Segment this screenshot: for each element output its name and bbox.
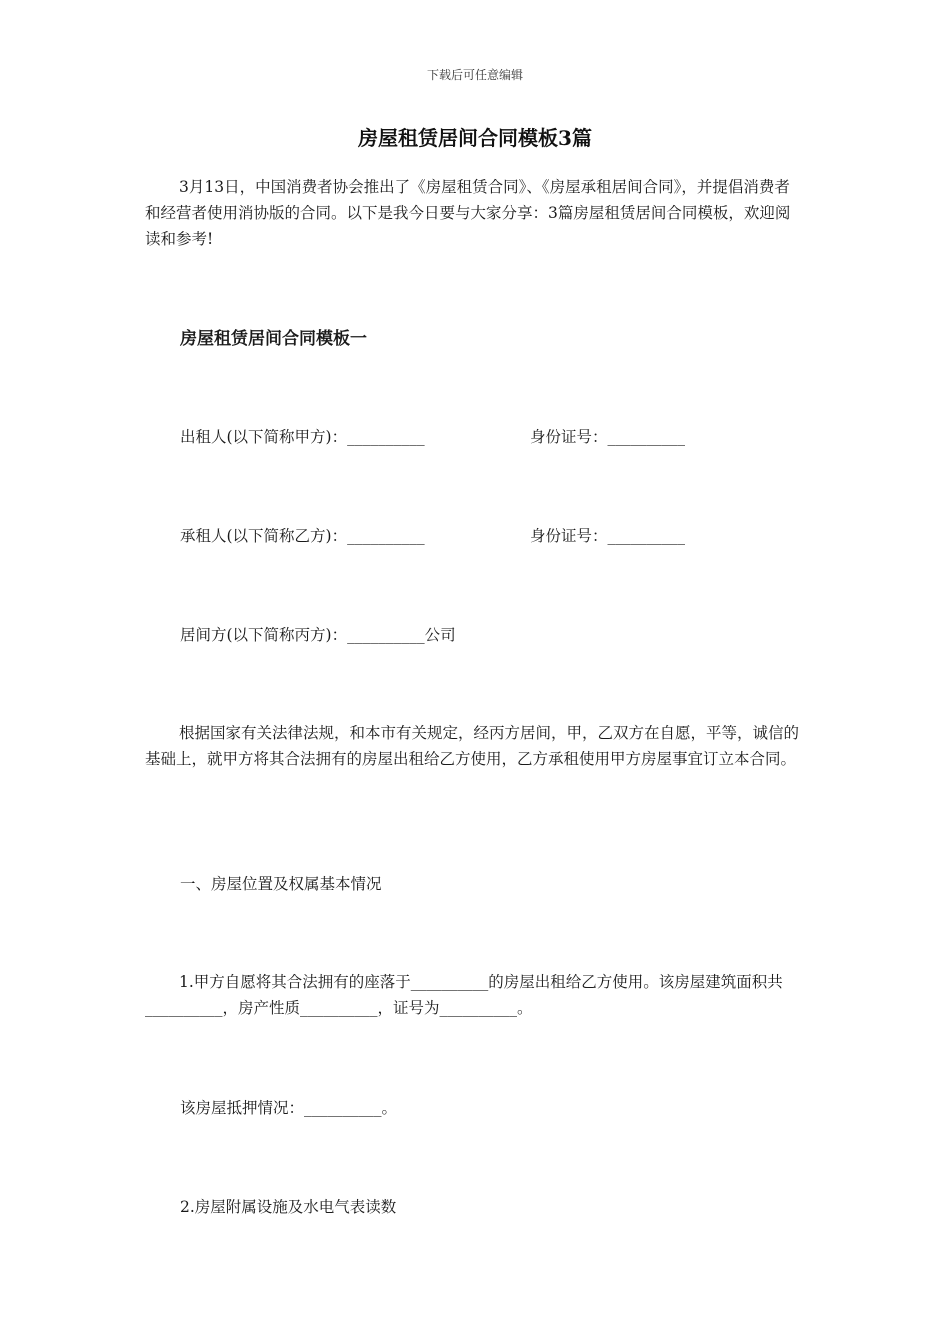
basis-paragraph: 根据国家有关法律法规，和本市有关规定，经丙方居间，甲，乙双方在自愿，平等，诚信的基础上，就甲方将其合法拥有的房屋出租给乙方使用，乙方承租使用甲方房屋事宜订立本合同。 (145, 724, 800, 768)
header-note: 下载后可任意编辑 (426, 68, 523, 82)
party-b-id-line: 身份证号：__________ (530, 527, 686, 545)
section-heading-template-1: 房屋租赁居间合同模板一 (180, 329, 367, 349)
intro-paragraph: 3月13日，中国消费者协会推出了《房屋租赁合同》、《房屋承租居间合同》，并提倡消费者和经营者使用消协版的合同。以下是我今日要与大家分享：3篇房屋租赁居间合同模板，欢迎阅读和参考! (145, 178, 791, 248)
party-c-line: 居间方(以下简称丙方)：__________公司 (180, 626, 456, 644)
party-a-line: 出租人(以下简称甲方)：__________ (180, 428, 425, 446)
clause-1-2-line: 2.房屋附属设施及水电气表读数 (180, 1198, 397, 1216)
clause-1-heading: 一、房屋位置及权属基本情况 (180, 875, 382, 893)
document-title: 房屋租赁居间合同模板3篇 (358, 126, 592, 150)
clause-1-1-paragraph: 1.甲方自愿将其合法拥有的座落于__________的房屋出租给乙方使用。该房屋建筑面积共__________，房产性质__________，证号为__________。 (145, 973, 783, 1017)
party-a-id-line: 身份证号：__________ (530, 428, 686, 446)
party-b-line: 承租人(以下简称乙方)：__________ (180, 527, 425, 545)
mortgage-line: 该房屋抵押情况：__________。 (180, 1099, 398, 1117)
